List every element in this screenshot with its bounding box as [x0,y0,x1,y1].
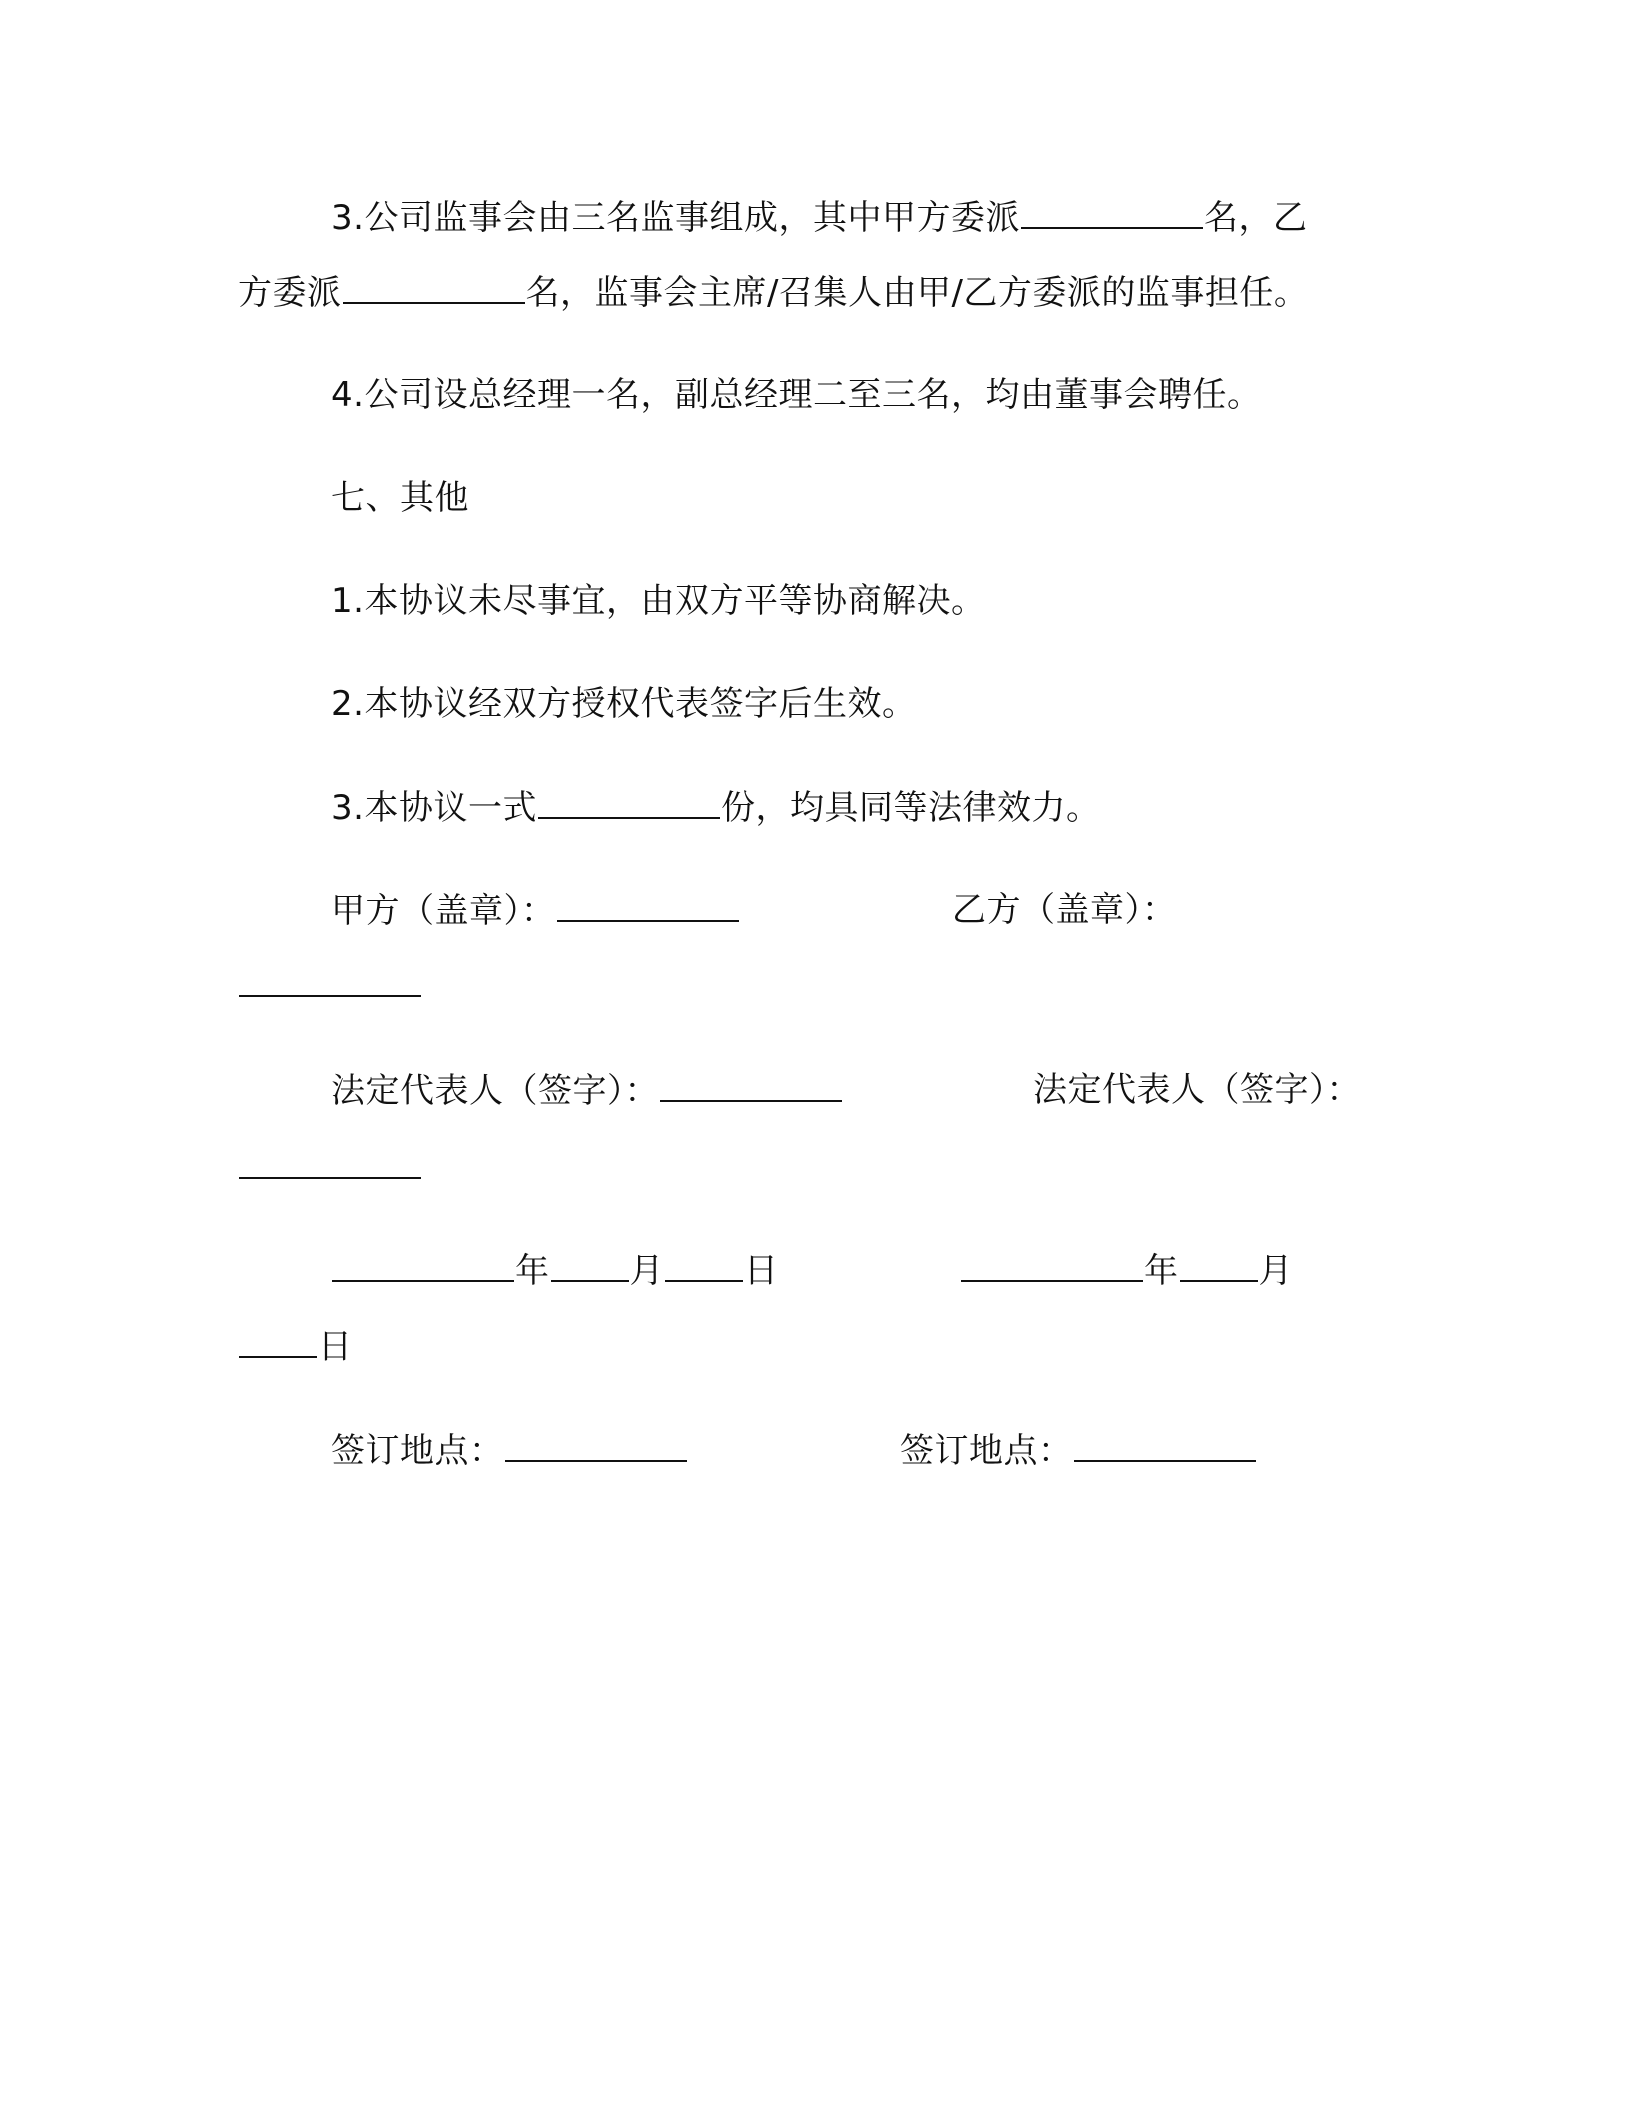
legal-rep-b-blank[interactable] [239,1147,421,1179]
date-a-day-blank[interactable] [665,1250,743,1282]
clause-copies [331,787,1100,828]
party-b-seal-label: 乙方（盖章）： [952,890,1177,930]
place-a-blank[interactable] [505,1430,687,1462]
place-b-blank[interactable] [1074,1430,1256,1462]
date-a-row [331,1250,779,1291]
date-b-day-label: 日 [318,1327,353,1367]
date-a-month-label: 月 [629,1251,664,1291]
party-a-seal-row [331,890,740,931]
date-b-day-row [238,1326,353,1367]
clause-supervisors-text-2: 方委派 [238,273,342,313]
party-b-supervisor-count-blank[interactable] [343,272,525,304]
party-a-seal-blank[interactable] [557,890,739,922]
legal-rep-b-label: 法定代表人（签字）： [1033,1070,1361,1110]
legal-rep-a-row [331,1070,843,1111]
date-b-day-blank[interactable] [239,1326,317,1358]
date-b-year-label: 年 [1144,1251,1179,1291]
legal-rep-a-blank[interactable] [660,1070,842,1102]
clause-supervisors-line2 [238,272,1308,313]
place-a-row [331,1430,688,1471]
legal-rep-a-label: 法定代表人（签字）： [331,1071,659,1111]
date-b-year-blank[interactable] [961,1250,1143,1282]
copies-count-blank[interactable] [538,787,720,819]
date-b-row [960,1250,1293,1291]
date-a-month-blank[interactable] [551,1250,629,1282]
clause-supervisors-line1 [331,197,1307,238]
clause-copies-text: 3.本协议一式 [331,788,537,828]
party-b-seal-blank-row [238,965,422,1006]
legal-rep-b-row [1033,1070,1361,1110]
date-b-month-blank[interactable] [1180,1250,1258,1282]
clause-supervisors-text-cont: 名，乙 [1203,198,1308,238]
date-a-year-blank[interactable] [332,1250,514,1282]
place-b-row [900,1430,1257,1471]
clause-effectiveness: 2.本协议经双方授权代表签字后生效。 [331,684,917,724]
clause-supervisors-text-3: 名，监事会主席/召集人由甲/乙方委派的监事担任。 [525,273,1309,313]
section-heading-other: 七、其他 [331,478,469,518]
place-b-label: 签订地点： [900,1431,1073,1471]
clause-managers: 4.公司设总经理一名，副总经理二至三名，均由董事会聘任。 [331,375,1262,415]
party-b-seal-blank[interactable] [239,965,421,997]
clause-supervisors-text: 3.公司监事会由三名监事组成，其中甲方委派 [331,198,1020,238]
party-a-supervisor-count-blank[interactable] [1021,197,1203,229]
date-b-month-label: 月 [1258,1251,1293,1291]
party-b-seal-row [952,890,1177,930]
date-a-year-label: 年 [515,1251,550,1291]
clause-copies-text-cont: 份，均具同等法律效力。 [720,788,1101,828]
legal-rep-b-blank-row [238,1147,422,1188]
clause-unresolved-matters: 1.本协议未尽事宜，由双方平等协商解决。 [331,581,986,621]
party-a-seal-label: 甲方（盖章）： [331,891,556,931]
date-a-day-label: 日 [744,1251,779,1291]
place-a-label: 签订地点： [331,1431,504,1471]
